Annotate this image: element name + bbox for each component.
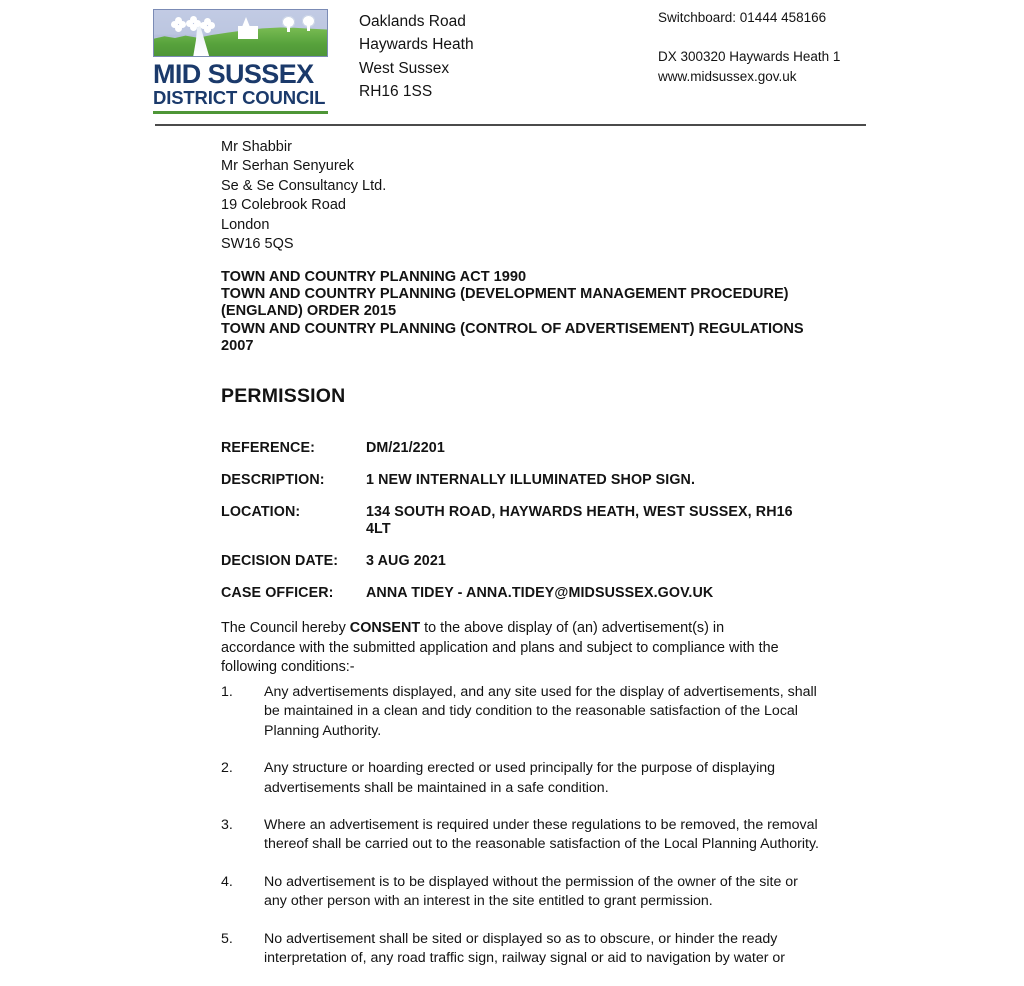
consent-text-before: The Council hereby bbox=[221, 620, 350, 636]
legislation-line: TOWN AND COUNTRY PLANNING (CONTROL OF ADVERTISEMENT) REGULATIONS 2007 bbox=[221, 320, 804, 354]
detail-row-location bbox=[221, 504, 861, 539]
legislation-titles bbox=[221, 269, 821, 355]
condition-number: 4. bbox=[221, 873, 233, 890]
condition-item bbox=[221, 873, 821, 912]
recipient-line: SW16 5QS bbox=[221, 236, 294, 253]
condition-number: 1. bbox=[221, 684, 233, 700]
detail-row-decision-date bbox=[221, 553, 861, 570]
switchboard-number: Switchboard: 01444 458166 bbox=[658, 10, 827, 25]
conditions-list bbox=[221, 683, 821, 986]
consent-text-after: to the above display of (an) advertisement(s) in accordance with the submitted application and plans and subject to compliance with the following conditions:- bbox=[221, 620, 779, 675]
council-address-line: Haywards Heath bbox=[359, 36, 474, 54]
council-contact-details bbox=[658, 8, 840, 87]
detail-label: CASE OFFICER: bbox=[221, 585, 334, 602]
condition-item bbox=[221, 816, 821, 855]
council-logo bbox=[153, 9, 328, 114]
contact-spacer bbox=[658, 28, 840, 47]
recipient-line: Se & Se Consultancy Ltd. bbox=[221, 177, 387, 194]
blossom-icon bbox=[171, 17, 186, 32]
council-address-line: Oaklands Road bbox=[359, 13, 466, 30]
condition-item bbox=[221, 930, 821, 969]
condition-item bbox=[221, 683, 821, 741]
tree-icon bbox=[302, 15, 315, 31]
logo-wordmark-secondary: DISTRICT COUNCIL bbox=[153, 87, 326, 109]
detail-label: REFERENCE: bbox=[221, 440, 315, 456]
recipient-address bbox=[221, 138, 386, 254]
tree-icon bbox=[282, 16, 295, 32]
detail-row-case-officer bbox=[221, 585, 861, 602]
detail-row-reference bbox=[221, 440, 861, 457]
consent-emphasis: CONSENT bbox=[349, 620, 421, 636]
detail-value: DM/21/2201 bbox=[366, 440, 445, 456]
letterhead bbox=[0, 0, 1024, 118]
recipient-line: Mr Shabbir bbox=[221, 139, 292, 155]
blossom-icon bbox=[200, 18, 215, 33]
decision-details-table bbox=[221, 440, 861, 617]
detail-value: 3 AUG 2021 bbox=[366, 553, 446, 570]
legislation-line: TOWN AND COUNTRY PLANNING (DEVELOPMENT MANAGEMENT PROCEDURE) (ENGLAND) ORDER 2015 bbox=[221, 286, 789, 320]
detail-label: LOCATION: bbox=[221, 503, 301, 520]
condition-item bbox=[221, 759, 821, 798]
logo-underline bbox=[153, 111, 328, 114]
consent-paragraph bbox=[221, 619, 801, 678]
condition-text: No advertisement is to be displayed without the permission of the owner of the site or any other person with an interest in the site entitled to grant permission. bbox=[264, 873, 798, 910]
detail-label: DECISION DATE: bbox=[221, 553, 339, 570]
detail-value: 1 NEW INTERNALLY ILLUMINATED SHOP SIGN. bbox=[366, 471, 696, 488]
recipient-line: London bbox=[221, 216, 270, 233]
council-address-line: RH16 1SS bbox=[359, 82, 433, 100]
legislation-line: TOWN AND COUNTRY PLANNING ACT 1990 bbox=[221, 269, 527, 285]
header-divider bbox=[155, 124, 866, 126]
condition-text: Where an advertisement is required under these regulations to be removed, the removal thereof shall be carried out to the reasonable satisfaction of the Local Planning Authority. bbox=[264, 817, 819, 853]
detail-label: DESCRIPTION: bbox=[221, 471, 325, 488]
condition-number: 5. bbox=[221, 930, 233, 947]
recipient-line: Mr Serhan Senyurek bbox=[221, 158, 354, 175]
council-address bbox=[359, 10, 474, 103]
condition-text: Any structure or hoarding erected or used principally for the purpose of displaying advertisements shall be maintained in a safe condition. bbox=[264, 760, 776, 796]
blossom-icon bbox=[186, 16, 201, 31]
condition-number: 2. bbox=[221, 760, 233, 777]
countryside-landscape-icon bbox=[153, 9, 328, 57]
logo-wordmark-primary: MID SUSSEX bbox=[153, 59, 314, 89]
detail-row-description bbox=[221, 472, 861, 489]
council-website: www.midsussex.gov.uk bbox=[658, 69, 797, 84]
recipient-line: 19 Colebrook Road bbox=[221, 197, 346, 214]
condition-text: No advertisement shall be sited or displayed so as to obscure, or hinder the ready interpretation of, any road traffic sign, railway signal or aid to navigation by water or bbox=[264, 930, 786, 967]
condition-number: 3. bbox=[221, 817, 233, 834]
council-address-line: West Sussex bbox=[359, 59, 450, 77]
church-icon bbox=[236, 17, 262, 39]
page-title: PERMISSION bbox=[221, 385, 346, 407]
detail-value: ANNA TIDEY - ANNA.TIDEY@MIDSUSSEX.GOV.UK bbox=[366, 585, 714, 602]
condition-text: Any advertisements displayed, and any site used for the display of advertisements, shall be maintained in a clean and tidy condition to the reasonable satisfaction of the Local Planning Authority. bbox=[264, 684, 817, 739]
dx-address: DX 300320 Haywards Heath 1 bbox=[658, 49, 841, 64]
detail-value: 134 SOUTH ROAD, HAYWARDS HEATH, WEST SUSSEX, RH16 4LT bbox=[366, 503, 793, 538]
